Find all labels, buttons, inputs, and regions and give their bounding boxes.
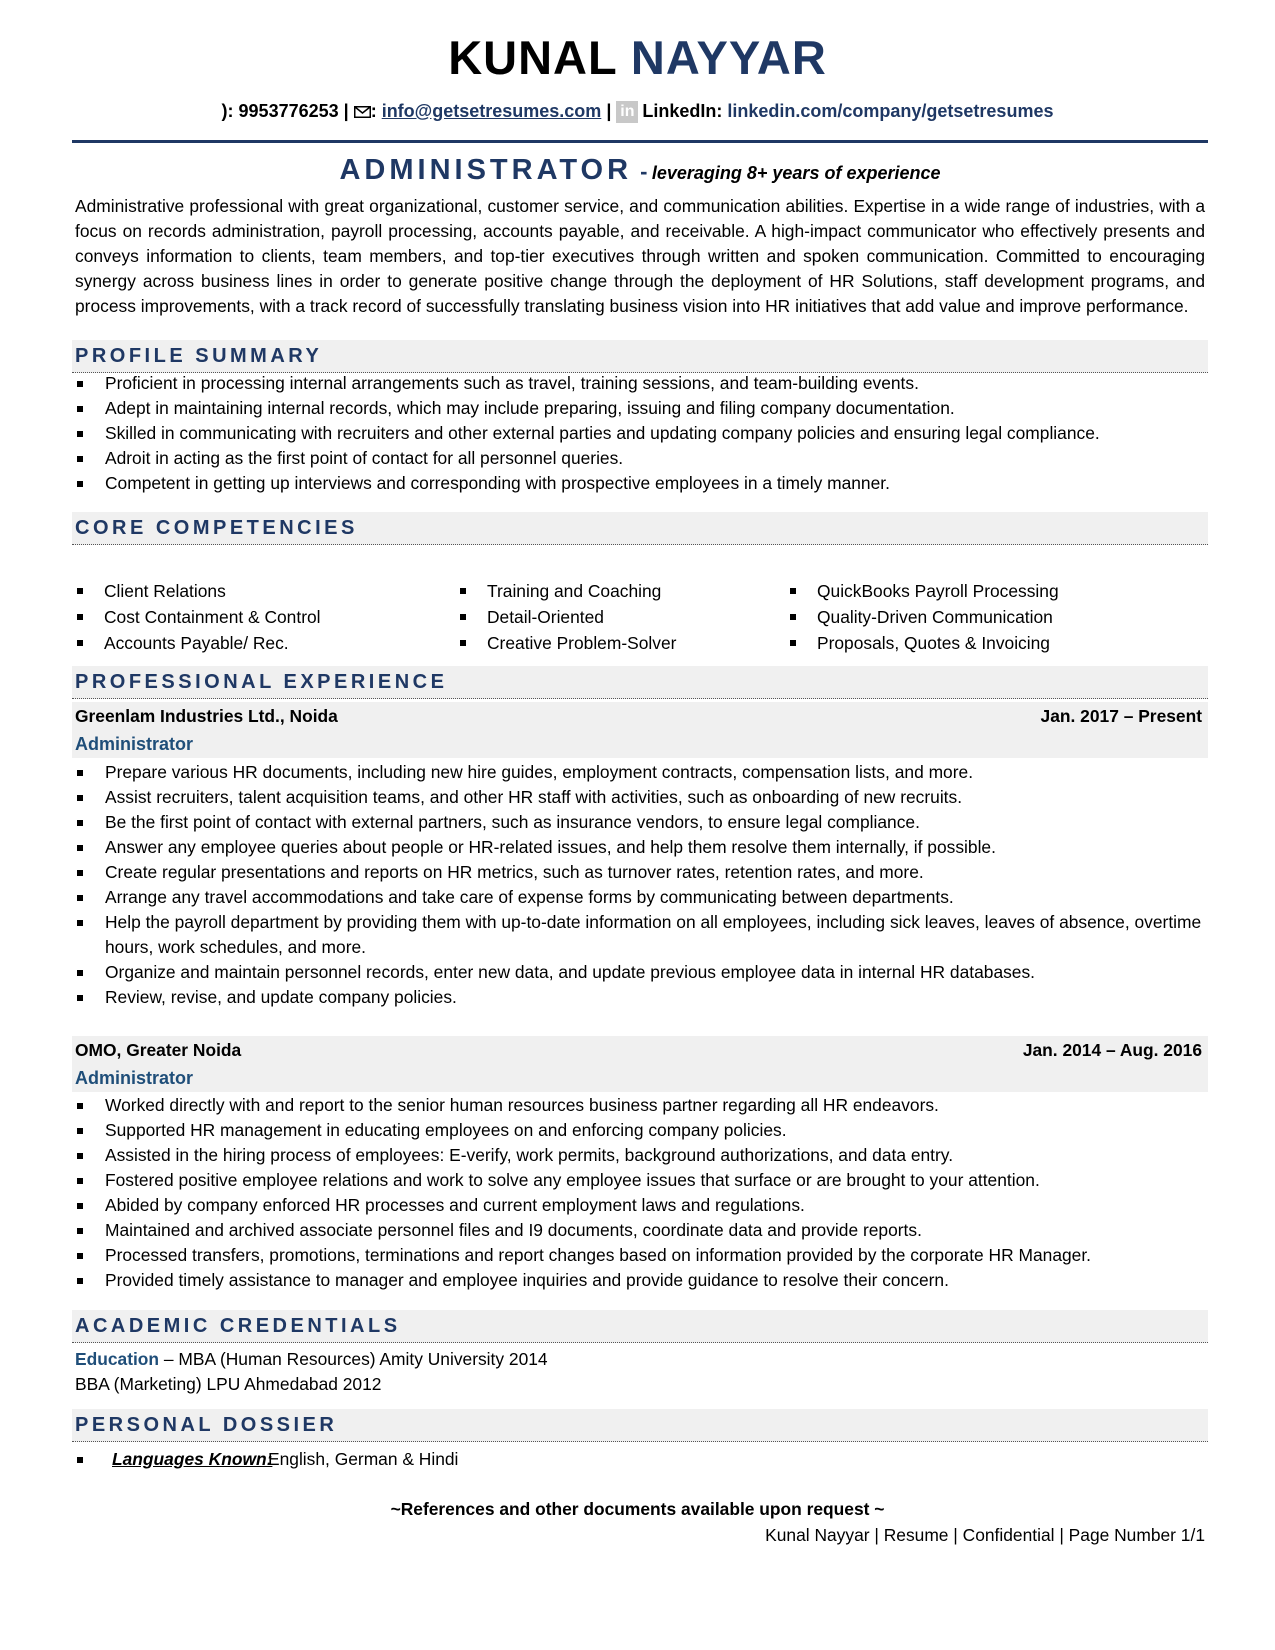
section-title: CORE COMPETENCIES	[75, 517, 358, 539]
profile-summary-list	[72, 371, 1208, 496]
education-line-2: BBA (Marketing) LPU Ahmedabad 2012	[75, 1374, 382, 1394]
phone-number: 9953776253	[238, 101, 339, 121]
competencies-column-2	[455, 578, 676, 656]
languages-value: English, German & Hindi	[268, 1449, 459, 1469]
competencies-column-1	[72, 578, 321, 656]
list-item: Prepare various HR documents, including new hire guides, employment contracts, compensation lists, and more.	[72, 760, 1208, 785]
competency-item: QuickBooks Payroll Processing	[785, 578, 1059, 604]
list-item: Adept in maintaining internal records, which may include preparing, issuing and filing company documentation.	[72, 396, 1208, 421]
linkedin-label: LinkedIn:	[642, 101, 728, 121]
list-item: Provided timely assistance to manager and employee inquiries and provide guidance to resolve their concern.	[72, 1268, 1208, 1293]
job-title-row	[72, 152, 1208, 193]
mail-icon	[354, 106, 371, 118]
job-duties-omo	[72, 1093, 1208, 1293]
list-item: Help the payroll department by providing them with up-to-date information on all employees, including sick leaves, leaves of absence, overtime hours, work schedules, and more.	[72, 910, 1208, 960]
competency-item: Proposals, Quotes & Invoicing	[785, 630, 1059, 656]
list-item: Fostered positive employee relations and work to solve any employee issues that surface or are brought to your attention.	[72, 1168, 1208, 1193]
languages-row	[72, 1447, 772, 1472]
section-header-core-competencies	[72, 512, 1208, 545]
separator: |	[338, 101, 354, 121]
competency-item: Creative Problem-Solver	[455, 630, 676, 656]
job-role: Administrator	[75, 1068, 194, 1088]
summary-paragraph: Administrative professional with great organizational, customer service, and communication abilities. Expertise in a wide range of industries, with a focus on records administration, payroll processing, accounts payable, and receivable. A high-impact communicator who effectively presents and conveys information to clients, team members, and top-tier executives through written and spoken communication. Committed to encouraging synergy across business lines in order to generate positive change through the deployment of HR Solutions, staff development programs, and process improvements, with a track record of successfully translating business vision into HR initiatives that add value and improve performance.	[75, 196, 1205, 316]
section-title: PROFESSIONAL EXPERIENCE	[75, 671, 448, 693]
section-header-profile-summary	[72, 340, 1208, 373]
list-item: Create regular presentations and reports on HR metrics, such as turnover rates, retention rates, and more.	[72, 860, 1208, 885]
job-role: Administrator	[75, 734, 194, 754]
education-line-1	[75, 1347, 1205, 1372]
section-header-personal-dossier	[72, 1409, 1208, 1442]
list-item: Competent in getting up interviews and corresponding with prospective employees in a timely manner.	[72, 471, 1208, 496]
list-item: Worked directly with and report to the senior human resources business partner regarding all HR endeavors.	[72, 1093, 1208, 1118]
list-item: Maintained and archived associate personnel files and I9 documents, coordinate data and provide reports.	[72, 1218, 1208, 1243]
email-link[interactable]: info@getsetresumes.com	[381, 101, 602, 121]
job-dates: Jan. 2017 – Present	[1040, 706, 1202, 726]
job-company: OMO, Greater Noida	[75, 1040, 242, 1060]
linkedin-link[interactable]: linkedin.com/company/getsetresumes	[727, 101, 1054, 121]
list-item: Processed transfers, promotions, terminations and report changes based on information provided by the corporate HR Manager.	[72, 1243, 1208, 1268]
section-title: PROFILE SUMMARY	[75, 345, 323, 367]
competency-item: Client Relations	[72, 578, 321, 604]
list-item: Arrange any travel accommodations and take care of expense forms by communicating between departments.	[72, 885, 1208, 910]
contact-line	[0, 98, 1275, 124]
section-header-academic-credentials	[72, 1310, 1208, 1343]
competencies-column-3	[785, 578, 1059, 656]
job-dates: Jan. 2014 – Aug. 2016	[1022, 1040, 1202, 1060]
title-dash: -	[640, 159, 648, 184]
job-title: ADMINISTRATOR	[339, 154, 633, 186]
competency-item: Detail-Oriented	[455, 604, 676, 630]
competency-item: Accounts Payable/ Rec.	[72, 630, 321, 656]
job-company: Greenlam Industries Ltd., Noida	[75, 706, 338, 726]
education-label: Education	[75, 1349, 160, 1369]
page-footer: Kunal Nayyar | Resume | Confidential | Page Number 1/1	[765, 1525, 1205, 1545]
competency-item: Training and Coaching	[455, 578, 676, 604]
title-subtitle: leveraging 8+ years of experience	[651, 163, 941, 183]
job-header-greenlam	[72, 702, 1208, 758]
list-item: Review, revise, and update company policies.	[72, 985, 1208, 1010]
email-separator: :	[370, 101, 382, 121]
list-item: Adroit in acting as the first point of contact for all personnel queries.	[72, 446, 1208, 471]
list-item: Be the first point of contact with external partners, such as insurance vendors, to ensure legal compliance.	[72, 810, 1208, 835]
references-note: ~References and other documents available upon request ~	[390, 1499, 885, 1519]
header-divider	[72, 140, 1208, 143]
section-title: ACADEMIC CREDENTIALS	[75, 1315, 401, 1337]
list-item: Skilled in communicating with recruiters and other external parties and updating company policies and ensuring legal compliance.	[72, 421, 1208, 446]
list-item: Supported HR management in educating employees on and enforcing company policies.	[72, 1118, 1208, 1143]
list-item: Assisted in the hiring process of employees: E-verify, work permits, background authorizations, and data entry.	[72, 1143, 1208, 1168]
languages-label: Languages Known:	[112, 1449, 273, 1469]
education-mba: – MBA (Human Resources) Amity University 2014	[159, 1349, 548, 1369]
bullet	[77, 1457, 83, 1463]
first-name: KUNAL	[448, 31, 617, 84]
list-item: Organize and maintain personnel records, enter new data, and update previous employee data in internal HR databases.	[72, 960, 1208, 985]
separator: |	[601, 101, 617, 121]
competency-item: Quality-Driven Communication	[785, 604, 1059, 630]
list-item: Answer any employee queries about people or HR-related issues, and help them resolve them internally, if possible.	[72, 835, 1208, 860]
competency-item: Cost Containment & Control	[72, 604, 321, 630]
job-duties-greenlam	[72, 760, 1208, 1010]
candidate-name	[0, 30, 1275, 86]
list-item: Abided by company enforced HR processes and current employment laws and regulations.	[72, 1193, 1208, 1218]
last-name: NAYYAR	[630, 31, 827, 84]
section-header-professional-experience	[72, 666, 1208, 699]
phone-prefix: ):	[221, 101, 239, 121]
job-header-omo	[72, 1036, 1208, 1092]
section-title: PERSONAL DOSSIER	[75, 1414, 338, 1436]
linkedin-icon: in	[616, 101, 638, 123]
list-item: Assist recruiters, talent acquisition teams, and other HR staff with activities, such as onboarding of new recruits.	[72, 785, 1208, 810]
list-item: Proficient in processing internal arrangements such as travel, training sessions, and team-building events.	[72, 371, 1208, 396]
